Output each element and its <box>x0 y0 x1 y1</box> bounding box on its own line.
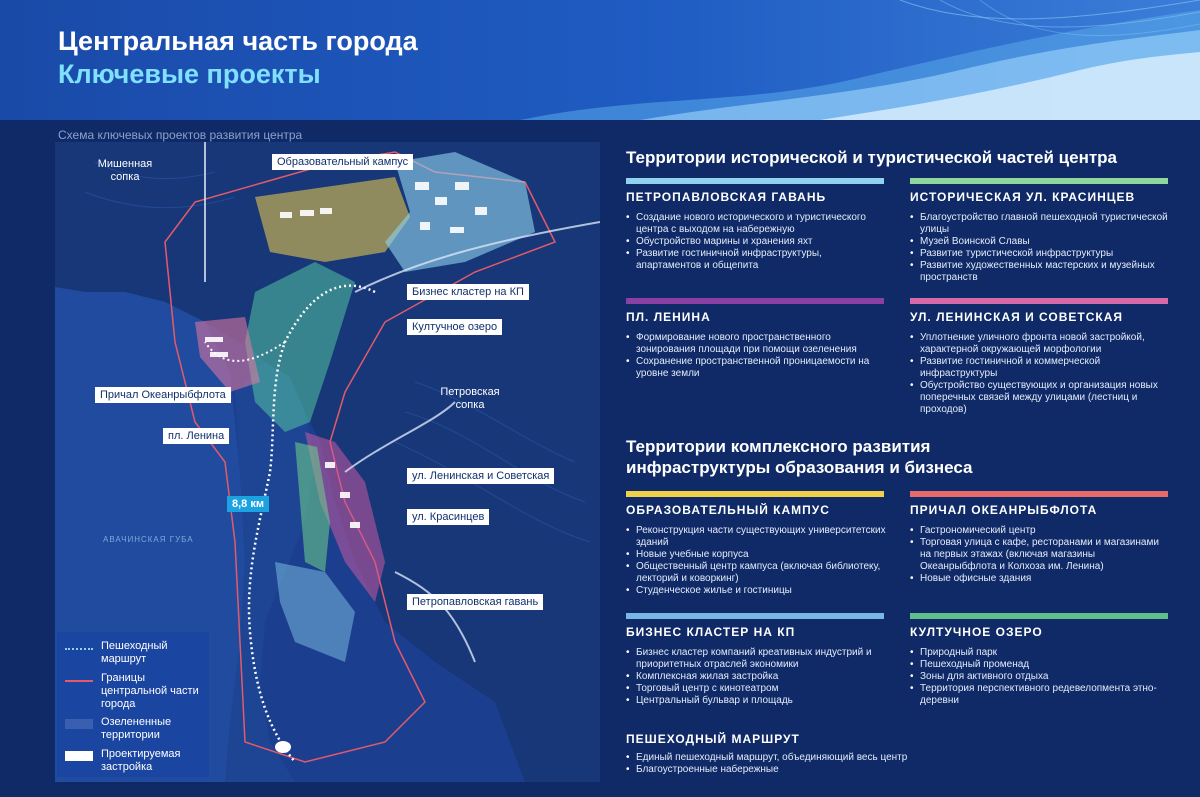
list-item: • Новые офисные здания <box>910 573 1170 585</box>
card-business-bar <box>626 613 884 619</box>
card-krasintsev-list <box>910 212 1170 284</box>
card-harbor-title: ПЕТРОПАВЛОВСКАЯ ГАВАНЬ <box>626 190 827 204</box>
list-item: • Обустройство существующих и организация новых поперечных связей между улицами (лестниц и проходов) <box>910 380 1170 416</box>
list-item: • Пешеходный променад <box>910 659 1170 671</box>
card-pier-title: ПРИЧАЛ ОКЕАНРЫБФЛОТА <box>910 503 1098 517</box>
label-harbor: Петропавловская гавань <box>407 594 543 610</box>
legend-item-route <box>65 640 201 666</box>
list-item: • Природный парк <box>910 647 1170 659</box>
card-leninskaya-list <box>910 332 1170 416</box>
legend-item-green <box>65 716 201 742</box>
label-campus: Образовательный кампус <box>272 154 413 170</box>
label-mishennaya: Мишенная сопка <box>97 158 153 183</box>
list-item: • Единый пешеходный маршрут, объединяющий весь центр <box>626 752 986 764</box>
card-leninskaya-bar <box>910 298 1168 304</box>
list-item: • Зоны для активного отдыха <box>910 671 1170 683</box>
legend-label: Пешеходный маршрут <box>101 640 168 665</box>
card-route-title: ПЕШЕХОДНЫЙ МАРШРУТ <box>626 732 800 746</box>
legend-item-projected <box>65 748 201 774</box>
list-item: • Торговая улица с кафе, ресторанами и магазинами на первых этажах (включая магазины Океанрыбфлота и Колхоза им. Ленина) <box>910 537 1170 573</box>
list-item: • Обустройство марины и хранения яхт <box>626 236 886 248</box>
card-lenin-title: ПЛ. ЛЕНИНА <box>626 310 711 324</box>
card-pier-list <box>910 525 1170 585</box>
list-item: • Центральный бульвар и площадь <box>626 695 886 707</box>
legend-green-swatch <box>65 719 93 729</box>
list-item: • Благоустроенные набережные <box>626 764 986 776</box>
map-caption: Схема ключевых проектов развития центра <box>58 128 303 142</box>
card-lenin <box>626 298 886 380</box>
legend-item-boundary <box>65 672 201 711</box>
route-distance-badge: 8,8 км <box>227 496 269 512</box>
list-item: • Создание нового исторического и туристического центра с выходом на набережную <box>626 212 886 236</box>
legend-label: Озелененные территории <box>101 716 172 741</box>
card-campus-title: ОБРАЗОВАТЕЛЬНЫЙ КАМПУС <box>626 503 830 517</box>
card-harbor-bar <box>626 178 884 184</box>
card-leninskaya-title: УЛ. ЛЕНИНСКАЯ И СОВЕТСКАЯ <box>910 310 1124 324</box>
card-business-title: БИЗНЕС КЛАСТЕР НА КП <box>626 625 796 639</box>
card-lenin-bar <box>626 298 884 304</box>
label-business-cluster: Бизнес кластер на КП <box>407 284 529 300</box>
header <box>0 0 1200 120</box>
label-petrovskaya: Петровская сопка <box>440 386 500 411</box>
legend-boundary-swatch <box>65 680 93 682</box>
card-harbor-list <box>626 212 886 272</box>
card-campus <box>626 491 886 597</box>
list-item: • Гастрономический центр <box>910 525 1170 537</box>
section-historic-title: Территории исторической и туристической частей центра <box>626 148 1118 167</box>
list-item: • Развитие туристической инфраструктуры <box>910 248 1170 260</box>
card-campus-list <box>626 525 886 597</box>
list-item: • Общественный центр кампуса (включая библиотеку, лекторий и коворкинг) <box>626 561 886 585</box>
card-harbor <box>626 178 886 272</box>
list-item: • Торговый центр с кинотеатром <box>626 683 886 695</box>
list-item: • Формирование нового пространственного зонирования площади при помощи озеленения <box>626 332 886 356</box>
card-krasintsev-bar <box>910 178 1168 184</box>
label-krasintsev: ул. Красинцев <box>407 509 489 525</box>
card-lenin-list <box>626 332 886 380</box>
card-business <box>626 613 886 707</box>
card-route-list <box>626 752 986 776</box>
card-leninskaya <box>910 298 1170 416</box>
card-lake-list <box>910 647 1170 707</box>
header-wave-decoration <box>520 0 1200 120</box>
section-complex-title-line2: инфраструктуры образования и бизнеса <box>626 458 973 477</box>
card-krasintsev-title: ИСТОРИЧЕСКАЯ УЛ. КРАСИНЦЕВ <box>910 190 1136 204</box>
label-lake: Култучное озеро <box>407 319 502 335</box>
card-campus-bar <box>626 491 884 497</box>
list-item: • Бизнес кластер компаний креативных индустрий и приоритетных отраслей экономики <box>626 647 886 671</box>
label-leninskaya: ул. Ленинская и Советская <box>407 468 554 484</box>
label-bay: АВАЧИНСКАЯ ГУБА <box>103 535 194 544</box>
list-item: • Реконструкция части существующих университетских зданий <box>626 525 886 549</box>
list-item: • Территория перспективного редевелопмента этно-деревни <box>910 683 1170 707</box>
list-item: • Студенческое жилье и гостиницы <box>626 585 886 597</box>
card-krasintsev <box>910 178 1170 284</box>
legend-label: Проектируемая застройка <box>101 748 181 773</box>
list-item: • Новые учебные корпуса <box>626 549 886 561</box>
legend-projected-swatch <box>65 751 93 761</box>
list-item: • Развитие художественных мастерских и музейных пространств <box>910 260 1170 284</box>
card-pier <box>910 491 1170 585</box>
page-title: Центральная часть города <box>58 26 418 56</box>
list-item: • Уплотнение уличного фронта новой застройкой, характерной окружающей морфологии <box>910 332 1170 356</box>
map-legend <box>57 632 209 777</box>
card-business-list <box>626 647 886 707</box>
card-lake <box>910 613 1170 707</box>
card-pier-bar <box>910 491 1168 497</box>
list-item: • Комплексная жилая застройка <box>626 671 886 683</box>
list-item: • Сохранение пространственной проницаемости на уровне земли <box>626 356 886 380</box>
label-pier: Причал Океанрыбфлота <box>95 387 231 403</box>
legend-route-swatch <box>65 648 93 650</box>
section-complex-title-line1: Территории комплексного развития <box>626 437 931 456</box>
label-lenin-square: пл. Ленина <box>163 428 229 444</box>
list-item: • Благоустройство главной пешеходной туристической улицы <box>910 212 1170 236</box>
list-item: • Развитие гостиничной инфраструктуры, апартаментов и общепита <box>626 248 886 272</box>
card-lake-bar <box>910 613 1168 619</box>
list-item: • Развитие гостиничной и коммерческой инфраструктуры <box>910 356 1170 380</box>
card-lake-title: КУЛТУЧНОЕ ОЗЕРО <box>910 625 1043 639</box>
legend-label: Границы центральной части города <box>101 672 199 710</box>
list-item: • Музей Воинской Славы <box>910 236 1170 248</box>
card-route <box>626 732 986 776</box>
page-subtitle: Ключевые проекты <box>58 59 321 89</box>
section-complex-title <box>626 436 973 478</box>
